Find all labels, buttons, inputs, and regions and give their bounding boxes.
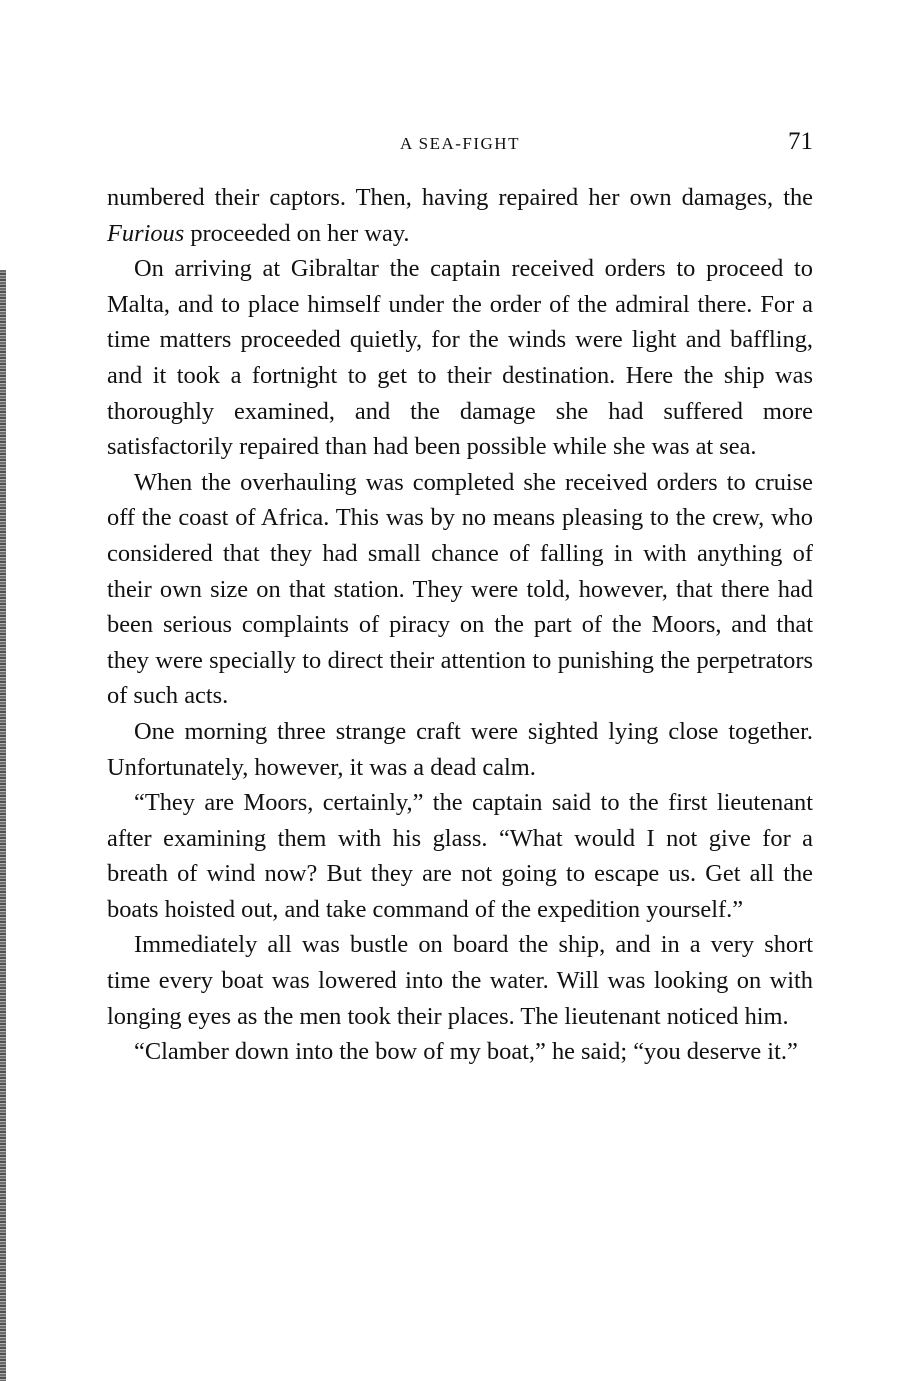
paragraph-6: Immediately all was bustle on board the ship, and in a very short time every boat was lowered into the water. Will was looking on with longing eyes as the men took their places. The lieutenant noticed him. — [107, 931, 813, 1030]
paragraph-1 — [107, 180, 813, 251]
paragraph-2: On arriving at Gibraltar the captain received orders to proceed to Malta, and to place himself under the order of the admiral there. For a time matters proceeded quietly, for the winds were light and baffling, and it took a fortnight to get to their destination. Here the ship was thoroughly examined, and the damage she had suffered more satisfactorily repaired than had been possible while she was at sea. — [107, 255, 813, 461]
page-binding-edge — [0, 270, 6, 1381]
paragraph-1-text-after: proceeded on her way. — [184, 219, 410, 247]
paragraph-7: “Clamber down into the bow of my boat,” he said; “you deserve it.” — [134, 1038, 798, 1066]
body-text — [107, 180, 813, 1070]
paragraph-1-text-before: numbered their captors. Then, having repaired her own damages, the — [107, 184, 813, 211]
paragraph-5: “They are Moors, certainly,” the captain said to the first lieutenant after examining them with his glass. “What would I not give for a breath of wind now? But they are not going to escape us. Get all the boats hoisted out, and take command of the expedition yourself.” — [107, 789, 813, 923]
paragraph-4: One morning three strange craft were sighted lying close together. Unfortunately, however, it was a dead calm. — [107, 717, 813, 781]
paragraph-3: When the overhauling was completed she received orders to cruise off the coast of Africa. This was by no means pleasing to the crew, who considered that they had small chance of falling in with anything of their own size on that station. They were told, however, that there had been serious complaints of piracy on the part of the Moors, and that they were specially to direct their attention to punishing the perpetrators of such acts. — [107, 468, 813, 710]
running-head — [107, 128, 813, 162]
ship-name-italic: Furious — [107, 219, 185, 247]
page-number: 71 — [788, 128, 813, 155]
running-title: A SEA-FIGHT — [400, 134, 520, 153]
